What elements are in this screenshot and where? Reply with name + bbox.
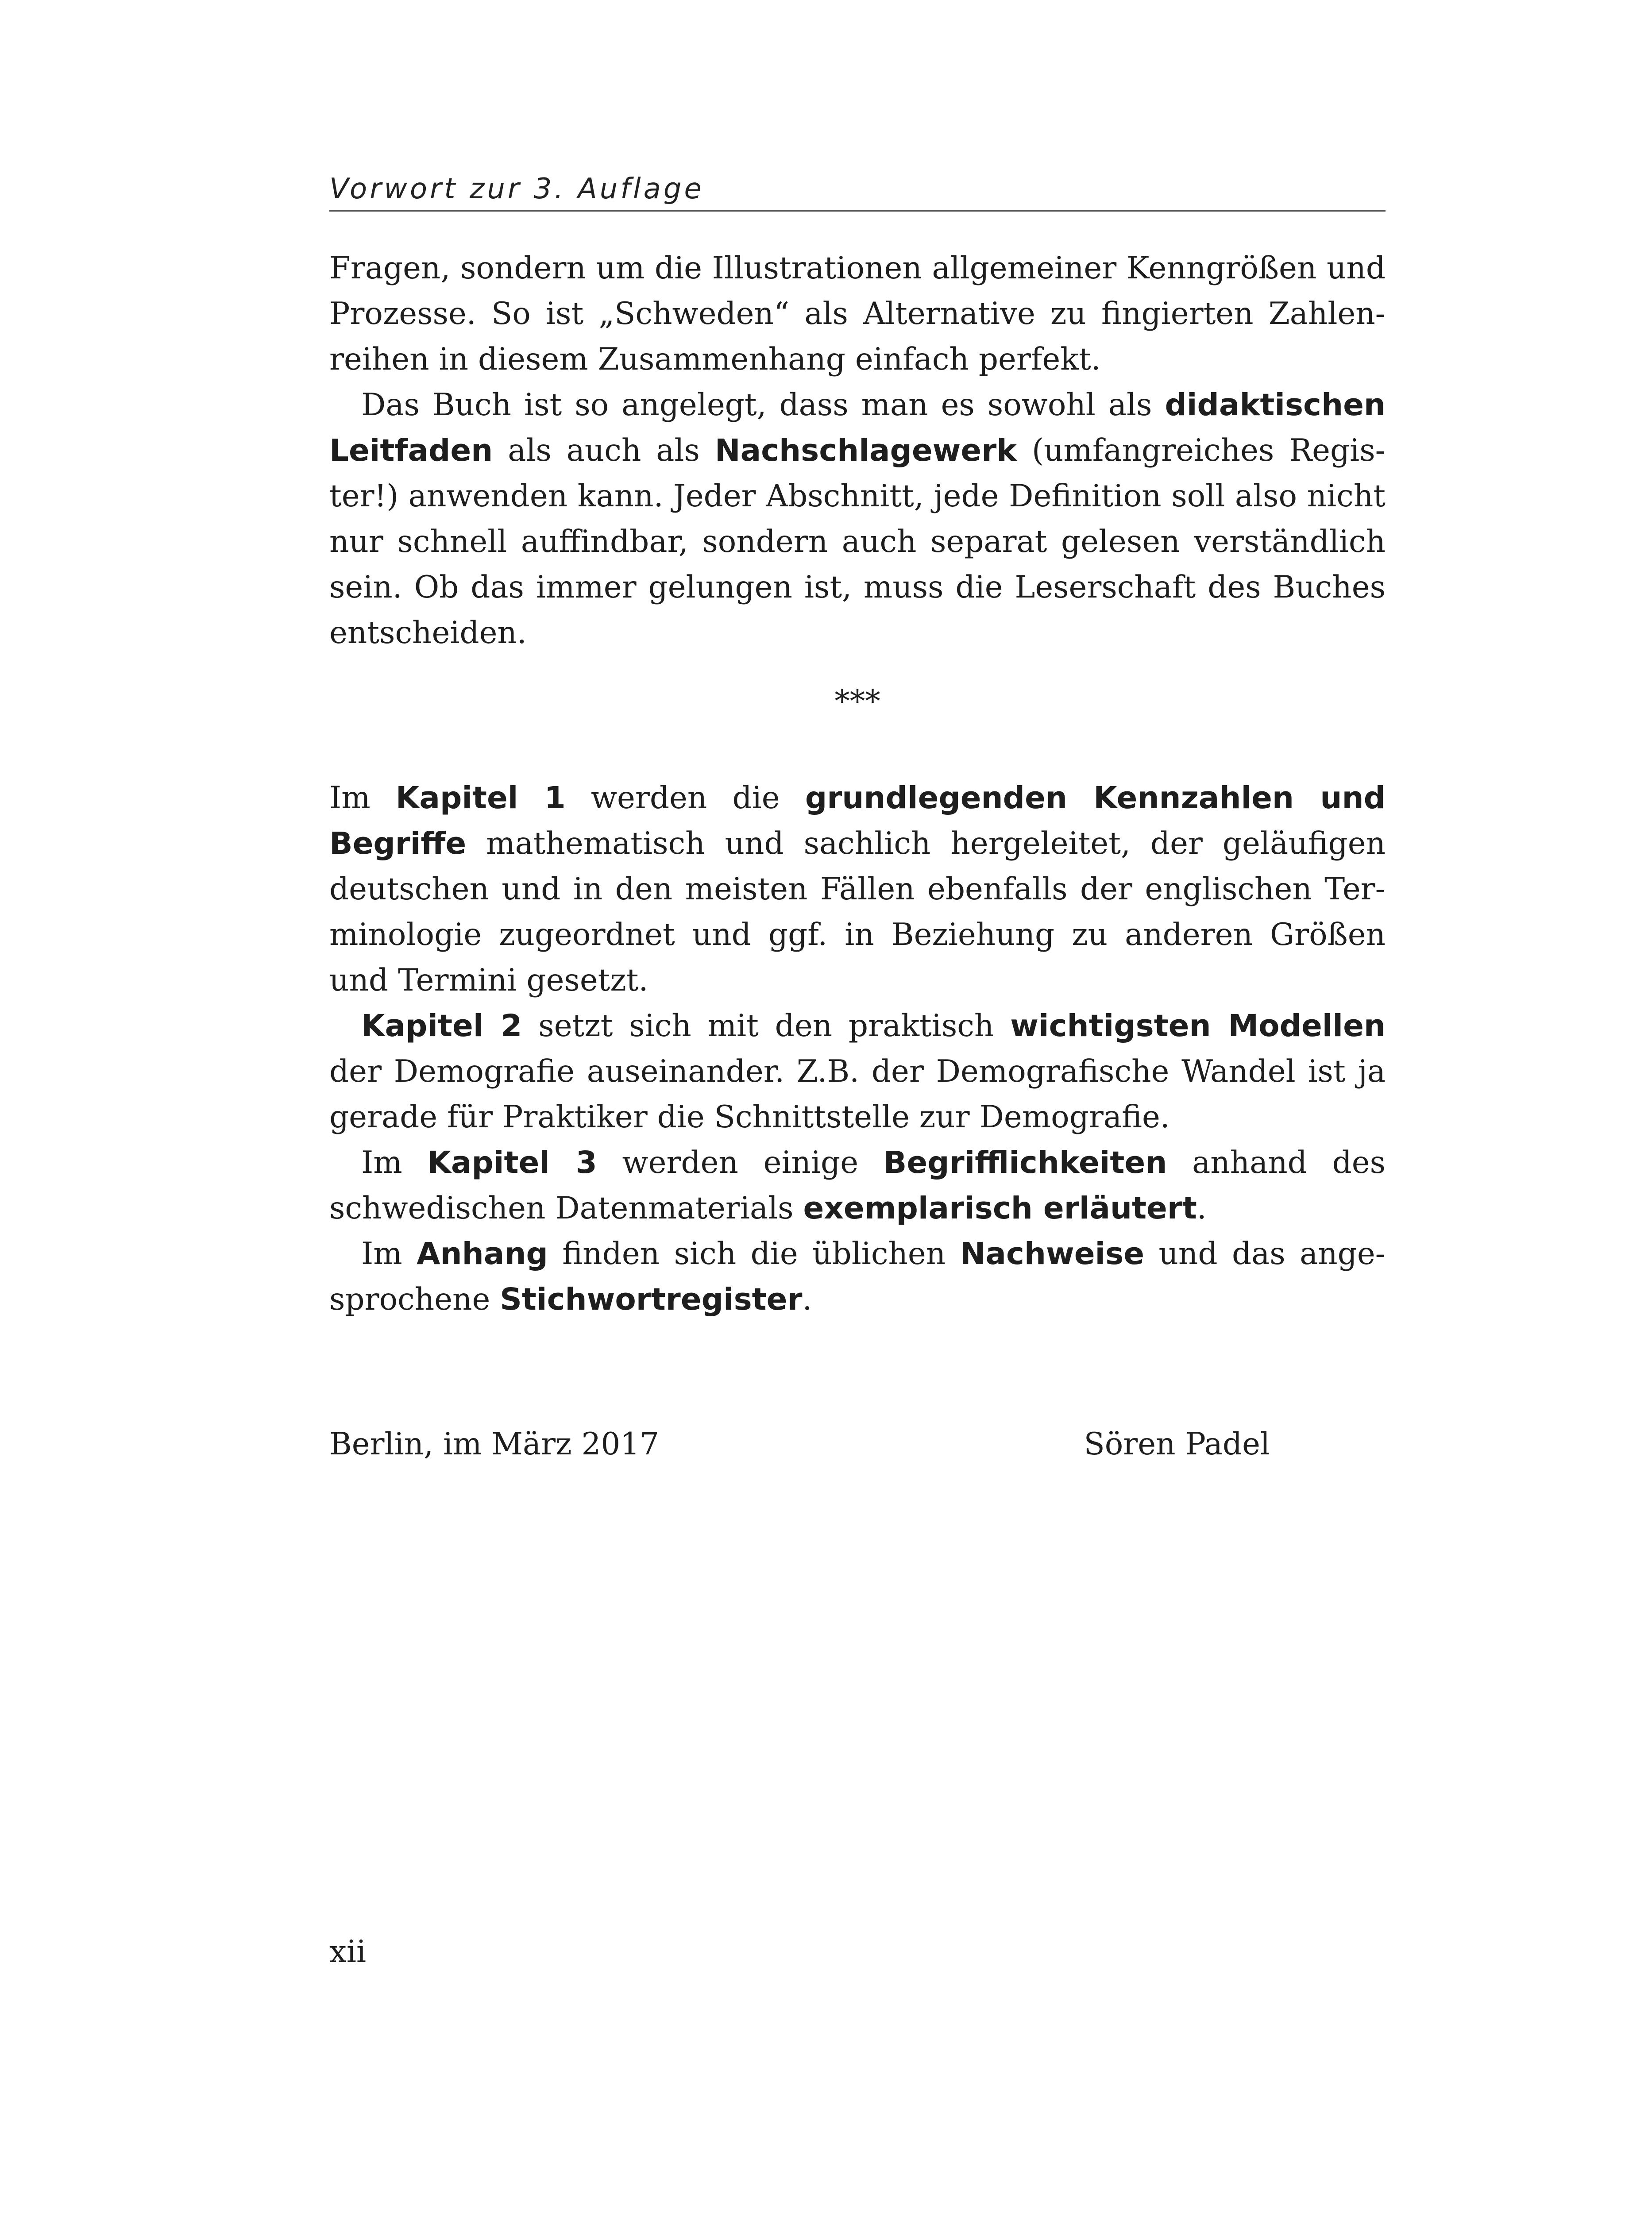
signature-line (329, 1422, 1270, 1467)
bold-term: Kapitel 2 (361, 1008, 522, 1044)
paragraph-continuation: Fragen, sondern um die Illustrationen allgemeiner Kenngrößen und Prozesse. So ist „Schweden“ als Alternative zu fingierten Zahlenreihen in diesem Zusammenhang einfach perfekt. (329, 251, 1386, 377)
paragraph-chapter-2 (329, 1003, 1386, 1140)
text-run: setzt sich mit den praktisch (522, 1008, 1011, 1044)
bold-term: Nachschlagewerk (714, 433, 1017, 468)
bold-term: Stichwortregister (500, 1282, 803, 1317)
header-rule (329, 210, 1386, 212)
text-run: als auch als (493, 433, 715, 468)
paragraph-appendix (329, 1231, 1386, 1322)
bold-term: Kapitel 3 (427, 1145, 597, 1180)
text-run: . (1197, 1191, 1207, 1226)
bold-term: Kapitel 1 (395, 780, 566, 816)
bold-term: wichtigsten Modellen (1010, 1008, 1386, 1044)
text-run: . (802, 1282, 812, 1317)
text-run: Im (361, 1236, 417, 1272)
body-text (329, 246, 1386, 1322)
text-run: Im (361, 1145, 428, 1180)
text-run: werden die (565, 780, 805, 816)
bold-term: didaktischen Leitfaden (329, 387, 1386, 468)
place-date: Berlin, im März 2017 (329, 1426, 660, 1462)
page-number: xii (329, 1934, 367, 1970)
paragraph-chapter-1 (329, 775, 1386, 1003)
bold-term: Anhang (417, 1236, 548, 1272)
author-name: Sören Padel (1084, 1426, 1270, 1462)
bold-term: Nachweise (960, 1236, 1145, 1272)
paragraph-book-structure (329, 382, 1386, 656)
section-separator: *** (834, 684, 880, 719)
running-head: Vorwort zur 3. Auflage (329, 173, 704, 205)
bold-term: exemplarisch erläutert (803, 1191, 1197, 1226)
text-run: und das angesprochene (329, 1236, 1386, 1317)
text-run: werden einige (597, 1145, 884, 1180)
text-run: mathematisch und sachlich hergeleitet, der geläufigen deutschen und in den meisten Fällen ebenfalls der englischen Terminologie zugeordnet und ggf. in Beziehung zu anderen Größen und Termini gesetzt. (329, 826, 1386, 998)
text-run: anhand des schwedischen Datenmaterials (329, 1145, 1386, 1226)
paragraph-chapter-3 (329, 1140, 1386, 1231)
bold-term: grundlegenden Kennzahlen und Begriffe (329, 780, 1386, 861)
text-run: (umfangreiches Register!) anwenden kann. Jeder Abschnitt, jede Definition soll also nicht nur schnell auffindbar, sondern auch separat gelesen verständlich sein. Ob das immer gelungen ist, muss die Leserschaft des Buches entscheiden. (329, 433, 1386, 651)
text-run: Im (329, 780, 396, 816)
bold-term: Begrifflichkeiten (883, 1145, 1167, 1180)
text-run: Das Buch ist so angelegt, dass man es sowohl als (361, 387, 1165, 423)
text-run: der Demografie auseinander. Z.B. der Demografische Wandel ist ja gerade für Praktiker die Schnittstelle zur Demografie. (329, 1054, 1386, 1135)
text-run: finden sich die üblichen (548, 1236, 960, 1272)
